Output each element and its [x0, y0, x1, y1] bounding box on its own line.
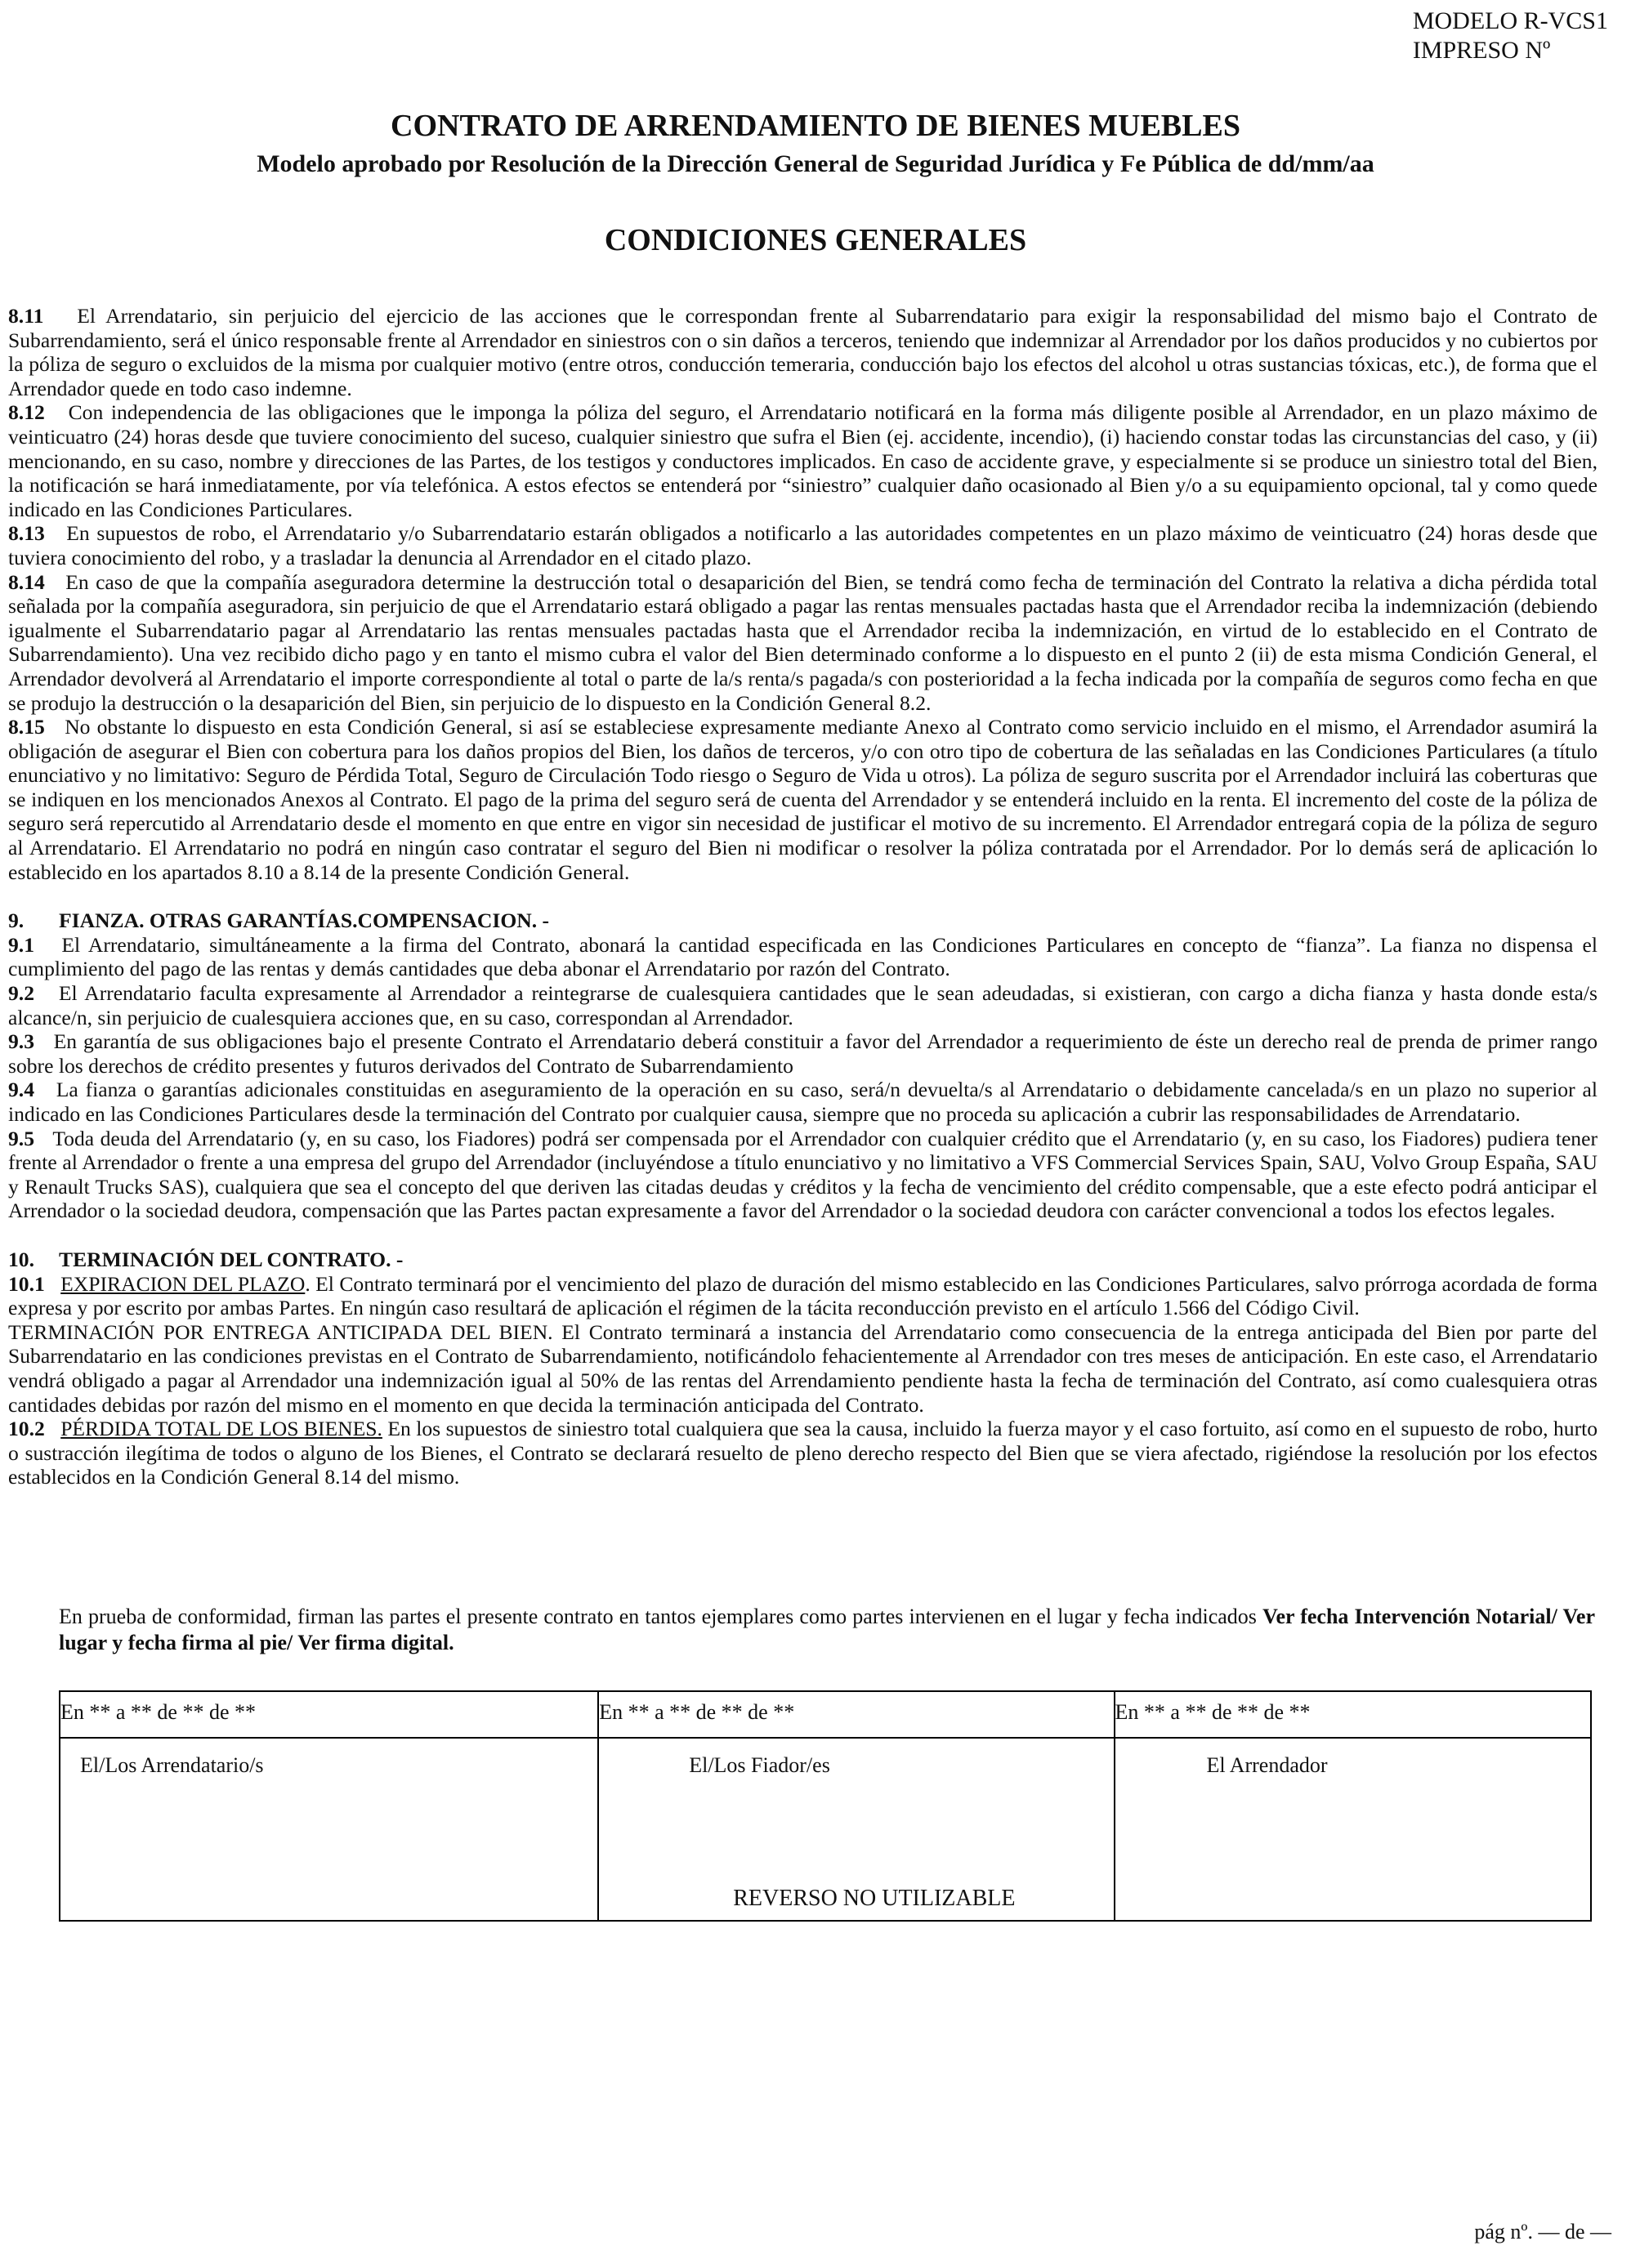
clause-number: 8.14 — [8, 569, 45, 594]
clause-9-5 — [8, 1127, 1597, 1223]
clause-text: El Arrendatario faculta expresamente al Arrendador a reintegrarse de cualesquiera cantidades que le sean adeudadas, si existieran, con cargo a dicha fianza y hasta donde esta/s alcance/n, sin perjuicio de cualesquiera acciones que, en su caso, correspondan al Arrendador. — [8, 981, 1597, 1029]
signature-row — [60, 1738, 1591, 1921]
clause-text: . El Contrato terminará por el vencimiento del plazo de duración del mismo establecido en las Condiciones Particulares, salvo prórroga acordada de forma expresa y por escrito por ambas Partes. En ningún caso resultará de aplicación el régimen de la tácita reconducción previsto en el artículo 1.566 del Código Civil. — [8, 1271, 1597, 1320]
clause-8-12 — [8, 400, 1597, 521]
model-reference — [1413, 7, 1608, 65]
clause-9-3 — [8, 1029, 1597, 1078]
clause-text: Con independencia de las obligaciones que le imponga la póliza del seguro, el Arrendatario notificará en la forma más diligente posible al Arrendador, en un plazo máximo de veinticuatro (24) horas desde que tuviere conocimiento del suceso, cualquier siniestro que sufra el Bien (ej. accidente, incendio), (i) haciendo constar todas las circunstancias del caso, y (ii) mencionando, en su caso, nombre y direcciones de las Partes, de los testigos y conductores implicados. En caso de accidente grave, y especialmente si se produce un siniestro total del Bien, la notificación se hará inmediatamente, por vía telefónica. A estos efectos se entenderá por “siniestro” cualquier daño ocasionado al Bien y/o a su equipamiento opcional, tal y como quede indicado en las Condiciones Particulares. — [8, 400, 1598, 521]
clause-number: 9.2 — [8, 981, 34, 1006]
place-date-cell — [60, 1691, 598, 1738]
clause-8-14 — [8, 570, 1597, 716]
signature-box-lessor — [1115, 1738, 1591, 1921]
clause-8-15 — [8, 715, 1597, 884]
clause-text: En los supuestos de siniestro total cualquiera que sea la causa, incluido la fuerza mayor y el caso fortuito, así como en el supuesto de robo, hurto o sustracción ilegítima de todos o alguno de los Bienes, el Contrato se declarará resuelto de pleno derecho respecto del Bien que se viera afectado, rigiéndose la resolución por los efectos establecidos en la Condición General 8.14 del mismo. — [8, 1417, 1598, 1489]
clause-text: El Arrendatario, simultáneamente a la firma del Contrato, abonará la cantidad especificada en las Condiciones Particulares en concepto de “fianza”. La fianza no dispensa el cumplimiento del pago de las rentas y demás cantidades que deba abonar el Arrendatario por razón del Contrato. — [8, 932, 1597, 981]
clause-heading: EXPIRACION DEL PLAZO — [60, 1271, 306, 1296]
conditions-body — [8, 304, 1597, 1489]
clause-8-13 — [8, 521, 1597, 569]
clause-text: La fianza o garantías adicionales constituidas en aseguramiento de la operación en su caso, será/n devuelta/s al Arrendatario o debidamente cancelada/s en un plazo no superior al indicado en las Condiciones Particulares desde la terminación del Contrato por cualquier causa, siempre que no proceda su aplicación a cubrir las responsabilidades de Arrendatario. — [8, 1078, 1597, 1126]
clause-10-1 — [8, 1272, 1597, 1320]
clause-text: En supuestos de robo, el Arrendatario y/o Subarrendatario estarán obligados a notificarlo a las autoridades competentes en un plazo máximo de veinticuatro (24) horas desde que tuviera conocimiento del robo, y a trasladar la denuncia al Arrendador en el citado plazo. — [8, 521, 1597, 569]
closing-bold-text: Ver fecha Intervención Notarial/ Ver lugar y fecha firma al pie/ Ver firma digital. — [59, 1605, 1595, 1654]
model-code: MODELO R-VCS1 — [1412, 7, 1608, 34]
closing-text: En prueba de conformidad, firman las partes el presente contrato en tantos ejemplares como partes intervienen en el lugar y fecha indicados — [59, 1605, 1263, 1628]
reverse-note: REVERSO NO UTILIZABLE — [733, 1886, 1016, 1911]
section-heading-text: TERMINACIÓN DEL CONTRATO. - — [59, 1247, 404, 1271]
clause-8-11 — [8, 304, 1597, 400]
clause-text: Toda deuda del Arrendatario (y, en su caso, los Fiadores) podrá ser compensada por el Arrendador con cualquier crédito que el Arrendatario (y, en su caso, los Fiadores) pudiera tener frente al Arrendador o frente a una empresa del grupo del Arrendador (incluyéndose a título enunciativo y no limitativo a VFS Commercial Services Spain, SAU, Volvo Group España, SAU y Renault Trucks SAS), cualquiera que sea el concepto del que deriven las citadas deudas y créditos y la fecha de vencimiento del crédito compensable, que a este efecto podrá anticipar el Arrendador o la sociedad deudora, compensación que las Partes pactan expresamente a favor del Arrendador o la sociedad deudora con carácter convencional a todos los efectos legales. — [8, 1126, 1597, 1223]
document-title: CONTRATO DE ARRENDAMIENTO DE BIENES MUEBLES — [391, 109, 1240, 143]
printed-number: IMPRESO Nº — [1412, 37, 1551, 64]
clause-text: No obstante lo dispuesto en esta Condición General, si así se estableciese expresamente mediante Anexo al Contrato como servicio incluido en el mismo, el Arrendador asumirá la obligación de asegurar el Bien con cobertura para los daños propios del Bien, los daños de terceros, y/o con otro tipo de cobertura de las señaladas en las Condiciones Particulares (a título enunciativo y no limitativo: Seguro de Pérdida Total, Seguro de Circulación Todo riesgo o Seguro de Vida u otros). La póliza de seguro suscrita por el Arrendador incluirá las coberturas que se indiquen en los mencionados Anexos al Contrato. El pago de la prima del seguro será de cuenta del Arrendador y se entenderá incluido en la renta. El incremento del coste de la póliza de seguro será repercutido al Arrendatario desde el momento en que entre en vigor sin necesidad de justificar el motivo de su incremento. El Arrendador entregará copia de la póliza de seguro al Arrendatario. El Arrendatario no podrá en ningún caso contratar el seguro del Bien ni modificar o resolver la póliza contratada por el Arrendador. Por lo demás será de aplicación lo establecido en los apartados 8.10 a 8.14 de la presente Condición General. — [8, 715, 1597, 884]
party-label: El/Los Arrendatario/s — [80, 1753, 264, 1777]
clause-number: 8.15 — [8, 715, 45, 739]
clause-number: 9.3 — [8, 1029, 34, 1054]
clause-10-1-early-return — [8, 1320, 1597, 1417]
clause-9-4 — [8, 1078, 1597, 1126]
page-number: pág nº. — de — — [1474, 2220, 1611, 2243]
place-date-row — [60, 1691, 1591, 1738]
section-title: CONDICIONES GENERALES — [604, 223, 1027, 257]
place-date-cell — [1115, 1691, 1591, 1738]
section-10-heading — [8, 1248, 1597, 1272]
document-subtitle: Modelo aprobado por Resolución de la Dirección General de Seguridad Jurídica y Fe Pública de dd/mm/aa — [257, 150, 1374, 177]
place-date-text: En ** a ** de ** de ** — [60, 1700, 257, 1724]
place-date-text: En ** a ** de ** de ** — [599, 1700, 795, 1724]
clause-10-2 — [8, 1417, 1597, 1489]
clause-text: En garantía de sus obligaciones bajo el presente Contrato el Arrendatario deberá constituir a favor del Arrendador a requerimiento de éste un derecho real de prenda de primer rango sobre los derechos de crédito presentes y futuros derivados del Contrato de Subarrendamiento — [8, 1029, 1598, 1078]
clause-number: 8.13 — [8, 521, 45, 546]
clause-number: 10.2 — [8, 1417, 45, 1441]
section-number: 10. — [8, 1247, 34, 1271]
party-label: El/Los Fiador/es — [689, 1753, 830, 1777]
signature-box-guarantor — [598, 1738, 1114, 1921]
clause-number: 8.12 — [8, 400, 45, 425]
clause-number: 10.1 — [8, 1271, 45, 1296]
place-date-text: En ** a ** de ** de ** — [1115, 1700, 1311, 1724]
clause-9-1 — [8, 933, 1597, 981]
clause-text: TERMINACIÓN POR ENTREGA ANTICIPADA DEL BIEN. El Contrato terminará a instancia del Arrendatario como consecuencia de la entrega anticipada del Bien por parte del Subarrendatario en las condiciones previstas en el Contrato de Subarrendamiento, notificándolo fehacientemente al Arrendador con tres meses de anticipación. En este caso, el Arrendatario vendrá obligado a pagar al Arrendador una indemnización igual al 50% de las rentas del Arrendamiento pendiente hasta la fecha de terminación del Contrato, así como cualesquiera otras cantidades debidas por razón del mismo en el momento en que decida la terminación anticipada del Contrato. — [8, 1319, 1597, 1417]
clause-number: 9.5 — [8, 1126, 34, 1150]
clause-text: En caso de que la compañía aseguradora determine la destrucción total o desaparición del Bien, se tendrá como fecha de terminación del Contrato la relativa a dicha pérdida total señalada por la compañía aseguradora, sin perjuicio de que el Arrendatario estará obligado a pagar las rentas mensuales pactadas hasta que el Arrendador reciba la indemnización (debiendo igualmente el Subarrendatario pagar al Arrendatario las rentas mensuales pactadas hasta que el Arrendador reciba la indemnización, en virtud de lo establecido en el Contrato de Subarrendamiento). Una vez recibido dicho pago y en tanto el mismo cubra el valor del Bien determinado conforme a lo dispuesto en el punto 2 (ii) de esta misma Condición General, el Arrendador devolverá al Arrendatario el importe correspondiente al total o parte de la/s renta/s pagada/s con posterioridad a la fecha indicada por la compañía de seguros como fecha en que se produjo la destrucción o la desaparición del Bien, sin perjuicio de lo dispuesto en la Condición General 8.2. — [8, 569, 1597, 715]
clause-number: 9.1 — [8, 932, 34, 957]
party-label: El Arrendador — [1206, 1753, 1328, 1777]
clause-heading: PÉRDIDA TOTAL DE LOS BIENES. — [60, 1417, 382, 1441]
signature-table — [59, 1690, 1592, 1922]
clause-number: 8.11 — [8, 304, 44, 328]
clause-number: 9.4 — [8, 1078, 34, 1102]
clause-9-2 — [8, 981, 1597, 1029]
place-date-cell — [598, 1691, 1114, 1738]
section-9-heading — [8, 909, 1597, 933]
clause-text: El Arrendatario, sin perjuicio del ejercicio de las acciones que le correspondan frente al Subarrendatario para exigir la responsabilidad del mismo bajo el Contrato de Subarrendamiento, será el único responsable frente al Arrendador en siniestros con o sin daños a terceros, teniendo que indemnizar al Arrendador por los daños producidos y no cubiertos por la póliza de seguro o excluidos de la misma por cualquier motivo (entre otros, conducción temeraria, conducción bajo los efectos del alcohol u otras sustancias tóxicas, etc.), de forma que el Arrendador quede en todo caso indemne. — [8, 304, 1597, 400]
section-number: 9. — [8, 909, 25, 933]
closing-statement — [59, 1604, 1595, 1656]
section-heading-text: FIANZA. OTRAS GARANTÍAS.COMPENSACION. - — [59, 909, 550, 933]
signature-box-lessee — [60, 1738, 598, 1921]
